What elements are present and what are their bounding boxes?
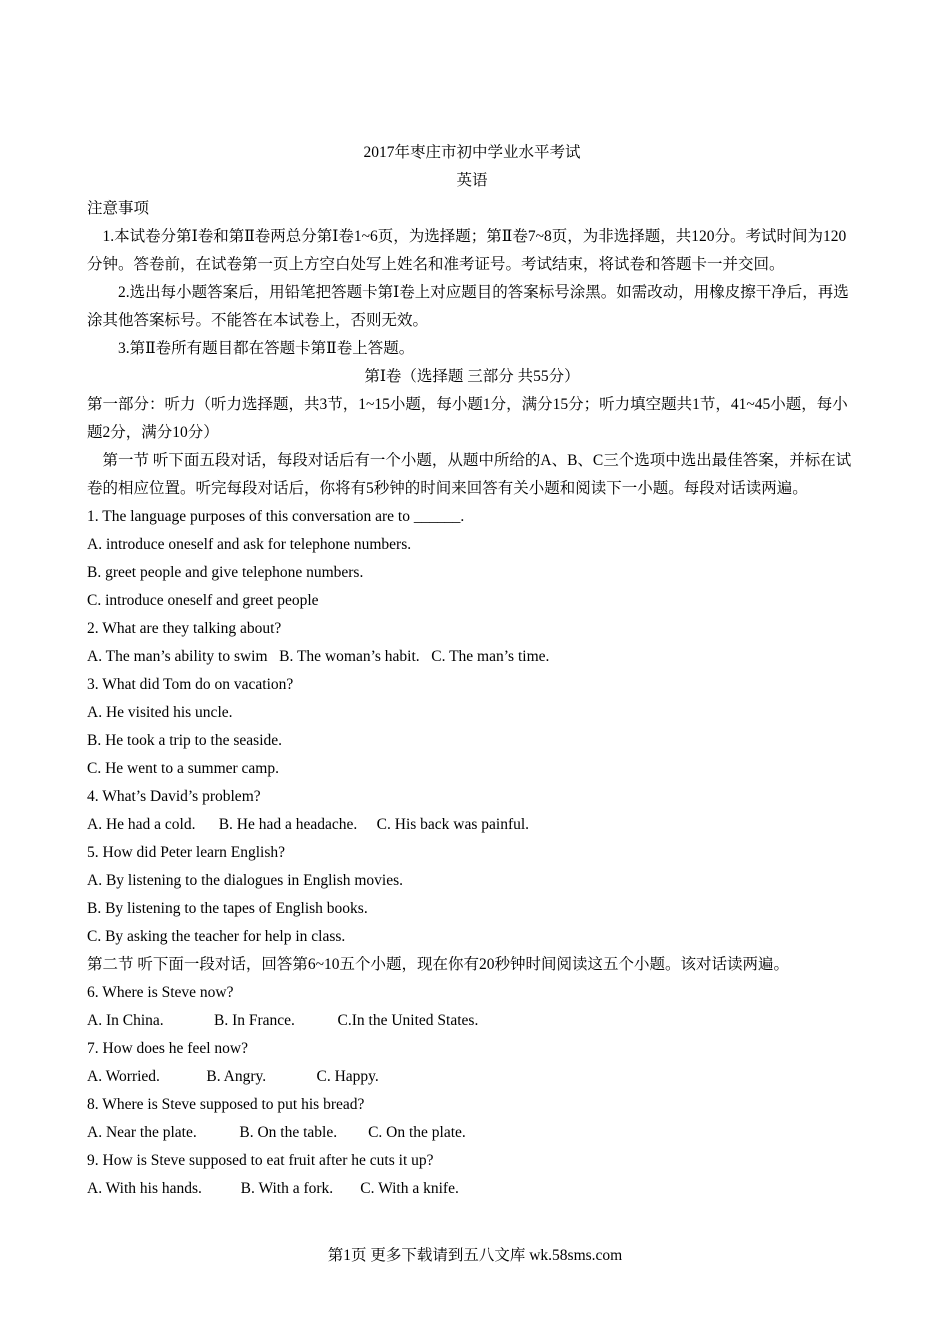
option-line: B. greet people and give telephone numbers. xyxy=(87,564,364,581)
page-footer: 第1页 更多下载请到五八文库 wk.58sms.com xyxy=(327,1247,623,1264)
volume-1-title: 第Ⅰ卷（选择题 三部分 共55分） xyxy=(364,368,580,385)
notice-heading: 注意事项 xyxy=(87,200,150,217)
question-line: 7. How does he feel now? xyxy=(87,1040,248,1057)
document-body xyxy=(87,139,857,1203)
option-line: A. introduce oneself and ask for telephone numbers. xyxy=(87,536,412,553)
option-line: B. By listening to the tapes of English books. xyxy=(87,900,368,917)
option-line: C. He went to a summer camp. xyxy=(87,760,279,777)
option-line: A. Near the plate. B. On the table. C. On the plate. xyxy=(87,1124,466,1141)
question-line: 5. How did Peter learn English? xyxy=(87,844,286,861)
section-1-instructions: 第一节 听下面五段对话，每段对话后有一个小题，从题中所给的A、B、C三个选项中选出最佳答案，并标在试卷的相应位置。听完每段对话后，你将有5秒钟的时间来回答有关小题和阅读下一小题。每段对话读两遍。 xyxy=(87,452,852,497)
option-line: A. He had a cold. B. He had a headache. C. His back was painful. xyxy=(87,816,530,833)
question-list-section-1 xyxy=(87,503,857,951)
notice-item-2: 2.选出每小题答案后，用铅笔把答题卡第Ⅰ卷上对应题目的答案标号涂黑。如需改动，用橡皮擦干净后，再选涂其他答案标号。不能答在本试卷上，否则无效。 xyxy=(87,284,849,329)
option-line: A. He visited his uncle. xyxy=(87,704,233,721)
question-line: 4. What’s David’s problem? xyxy=(87,788,261,805)
option-line: C. introduce oneself and greet people xyxy=(87,592,319,609)
section-2-instructions: 第二节 听下面一段对话，回答第6~10五个小题，现在你有20秒钟时间阅读这五个小题。该对话读两遍。 xyxy=(87,956,790,973)
option-line: A. In China. B. In France. C.In the United States. xyxy=(87,1012,479,1029)
part-1-heading: 第一部分：听力（听力选择题，共3节，1~15小题，每小题1分，满分15分；听力填空题共1节，41~45小题，每小题2分，满分10分） xyxy=(87,396,848,441)
notice-item-3: 3.第Ⅱ卷所有题目都在答题卡第Ⅱ卷上答题。 xyxy=(118,340,415,357)
option-line: A. With his hands. B. With a fork. C. With a knife. xyxy=(87,1180,459,1197)
question-line: 6. Where is Steve now? xyxy=(87,984,234,1001)
question-line: 2. What are they talking about? xyxy=(87,620,282,637)
question-list-section-2 xyxy=(87,979,857,1203)
option-line: C. By asking the teacher for help in class. xyxy=(87,928,346,945)
option-line: B. He took a trip to the seaside. xyxy=(87,732,282,749)
question-line: 9. How is Steve supposed to eat fruit after he cuts it up? xyxy=(87,1152,434,1169)
option-line: A. Worried. B. Angry. C. Happy. xyxy=(87,1068,379,1085)
question-line: 1. The language purposes of this conversation are to ______. xyxy=(87,508,465,525)
question-line: 8. Where is Steve supposed to put his bread? xyxy=(87,1096,365,1113)
option-line: A. By listening to the dialogues in English movies. xyxy=(87,872,404,889)
option-line: A. The man’s ability to swim B. The woman’s habit. C. The man’s time. xyxy=(87,648,550,665)
exam-title: 2017年枣庄市初中学业水平考试 xyxy=(363,144,581,161)
question-line: 3. What did Tom do on vacation? xyxy=(87,676,294,693)
exam-subject: 英语 xyxy=(456,172,488,189)
notice-item-1: 1.本试卷分第Ⅰ卷和第Ⅱ卷两总分第Ⅰ卷1~6页，为选择题；第Ⅱ卷7~8页，为非选择题，共120分。考试时间为120分钟。答卷前，在试卷第一页上方空白处写上姓名和准考证号。考试结束，将试卷和答题卡一并交回。 xyxy=(87,228,847,273)
